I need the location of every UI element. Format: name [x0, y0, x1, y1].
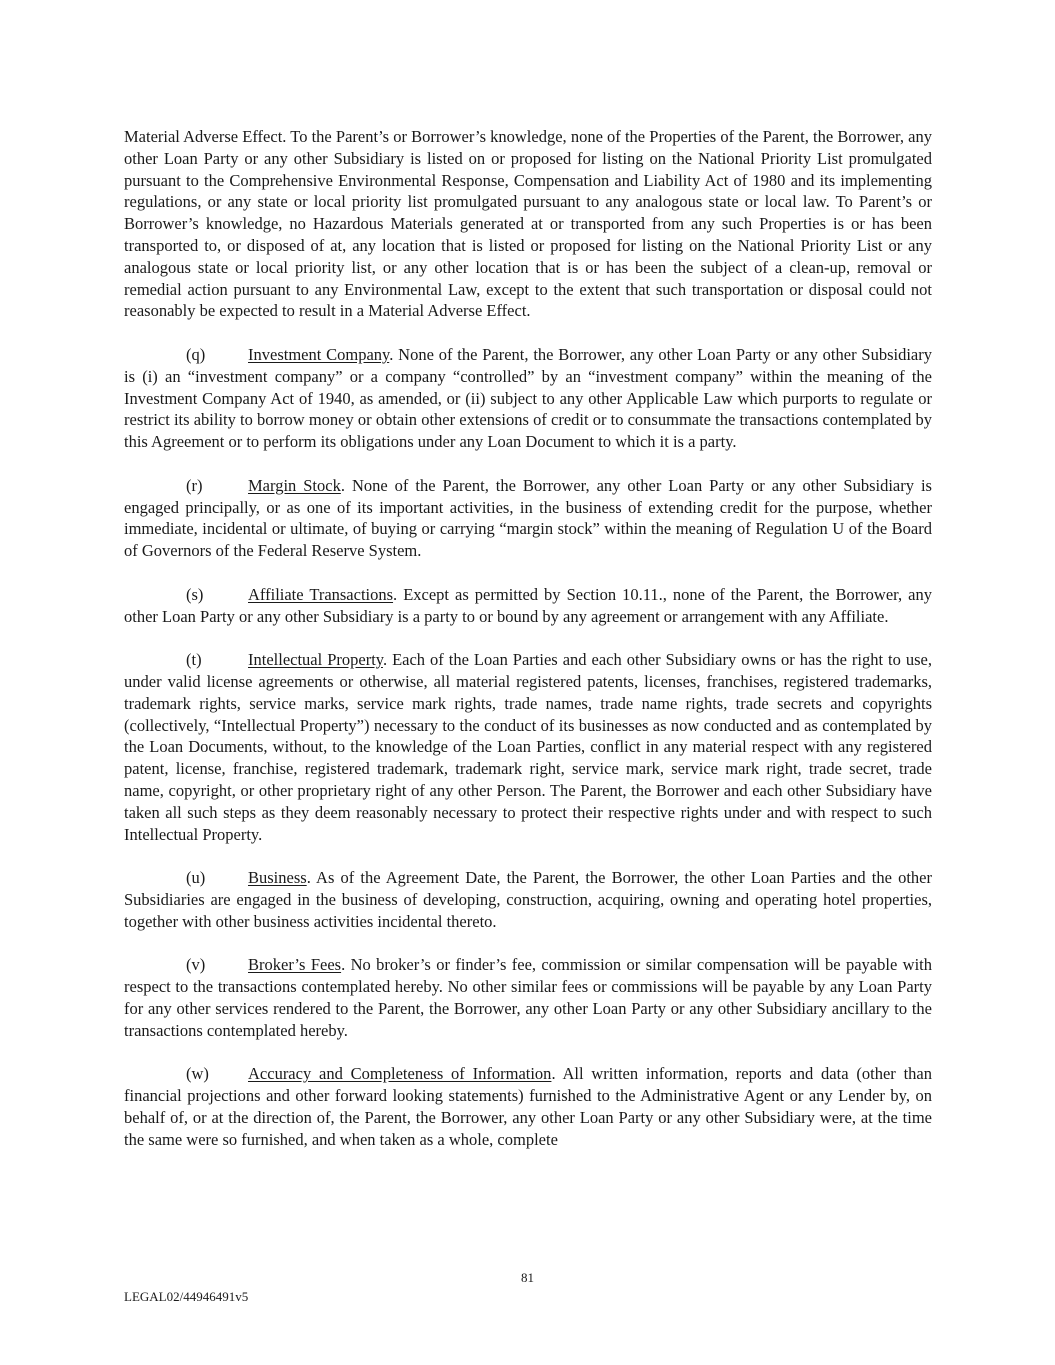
section-w	[124, 1063, 932, 1150]
section-body: . As of the Agreement Date, the Parent, the Borrower, the other Loan Parties and the other Subsidiaries are engaged in the business of developing, construction, acquiring, owning and operating hotel properties, together with other business activities incidental thereto.	[124, 868, 932, 931]
section-heading: Intellectual Property	[248, 650, 383, 670]
section-s	[124, 584, 932, 628]
section-label: (r)	[186, 475, 203, 495]
section-heading: Investment Company	[248, 344, 390, 364]
section-heading: Business	[248, 868, 307, 888]
section-label: (q)	[186, 344, 206, 364]
section-body: . None of the Parent, the Borrower, any other Loan Party or any other Subsidiary is engaged principally, or as one of its important activities, in the business of extending credit for the purpose, whether immediate, incidental or ultimate, of buying or carrying “margin stock” within the meaning of Regulation U of the Board of Governors of the Federal Reserve System.	[124, 475, 932, 561]
section-label: (w)	[186, 1064, 209, 1084]
document-page	[124, 126, 932, 1172]
section-heading: Broker’s Fees	[248, 955, 342, 975]
section-q	[124, 344, 932, 453]
section-body: . No broker’s or finder’s fee, commission or similar compensation will be payable with respect to the transactions contemplated hereby. No other similar fees or commissions will be payable by any Loan Party for any other services rendered to the Parent, the Borrower, any other Loan Party or any other Subsidiary ancillary to the transactions contemplated hereby.	[124, 955, 932, 1040]
section-label: (u)	[186, 868, 206, 888]
section-u	[124, 867, 932, 932]
section-heading: Margin Stock	[248, 475, 341, 495]
section-label: (t)	[186, 650, 202, 670]
section-t	[124, 649, 932, 845]
document-id: LEGAL02/44946491v5	[124, 1289, 249, 1304]
page-number: 81	[521, 1270, 534, 1285]
section-heading: Affiliate Transactions	[248, 584, 394, 604]
opening-paragraph: Material Adverse Effect. To the Parent’s or Borrower’s knowledge, none of the Properties of the Parent, the Borrower, any other Loan Party or any other Subsidiary is listed on or proposed for listing on the National Priority List promulgated pursuant to the Comprehensive Environmental Response, Compensation and Liability Act of 1980 and its implementing regulations, or any state or local priority list promulgated pursuant to any analogous state or local law. To Parent’s or Borrower’s knowledge, no Hazardous Materials generated at or transported from any such Properties is or has been transported to, or disposed of at, any location that is listed or proposed for listing on the National Priority List or any analogous state or local priority list, or any other location that is or has been the subject of a clean-up, removal or remedial action pursuant to any Environmental Law, except to the extent that such transportation or disposal could not reasonably be expected to result in a Material Adverse Effect.	[124, 127, 932, 321]
section-body: . Each of the Loan Parties and each other Subsidiary owns or has the right to use, under valid license agreements or otherwise, all material registered patents, licenses, franchises, registered trademarks, trademark rights, service marks, service mark rights, trade names, trade name rights, trade secrets and copyrights (collectively, “Intellectual Property”) necessary to the conduct of its businesses as now conducted and as contemplated by the Loan Documents, without, to the knowledge of the Loan Parties, conflict in any material respect with any registered patent, license, franchise, registered trademark, trademark right, service mark, service mark right, trade secret, trade name, copyright, or other proprietary right of any other Person. The Parent, the Borrower and each other Subsidiary have taken all such steps as they deem reasonably necessary to protect their respective rights under and with respect to such Intellectual Property.	[124, 650, 932, 844]
section-r	[124, 475, 932, 562]
section-body: . Except as permitted by Section 10.11., none of the Parent, the Borrower, any other Loan Party or any other Subsidiary is a party to or bound by any agreement or arrangement with any Affiliate.	[124, 584, 932, 626]
section-label: (v)	[186, 955, 206, 975]
section-label: (s)	[186, 584, 204, 604]
section-body: . All written information, reports and data (other than financial projections and other forward looking statements) furnished to the Administrative Agent or any Lender by, on behalf of, or at the direction of, the Parent, the Borrower, any other Loan Party or any other Subsidiary were, at the time the same were so furnished, and when taken as a whole, complete	[124, 1064, 932, 1149]
section-v	[124, 954, 932, 1041]
section-body: . None of the Parent, the Borrower, any other Loan Party or any other Subsidiary is (i) an “investment company” or a company “controlled” by an “investment company” within the meaning of the Investment Company Act of 1940, as amended, or (ii) subject to any other Applicable Law which purports to regulate or restrict its ability to borrow money or obtain other extensions of credit or to consummate the transactions contemplated by this Agreement or to perform its obligations under any Loan Document to which it is a party.	[124, 344, 932, 452]
section-heading: Accuracy and Completeness of Information	[248, 1064, 552, 1084]
